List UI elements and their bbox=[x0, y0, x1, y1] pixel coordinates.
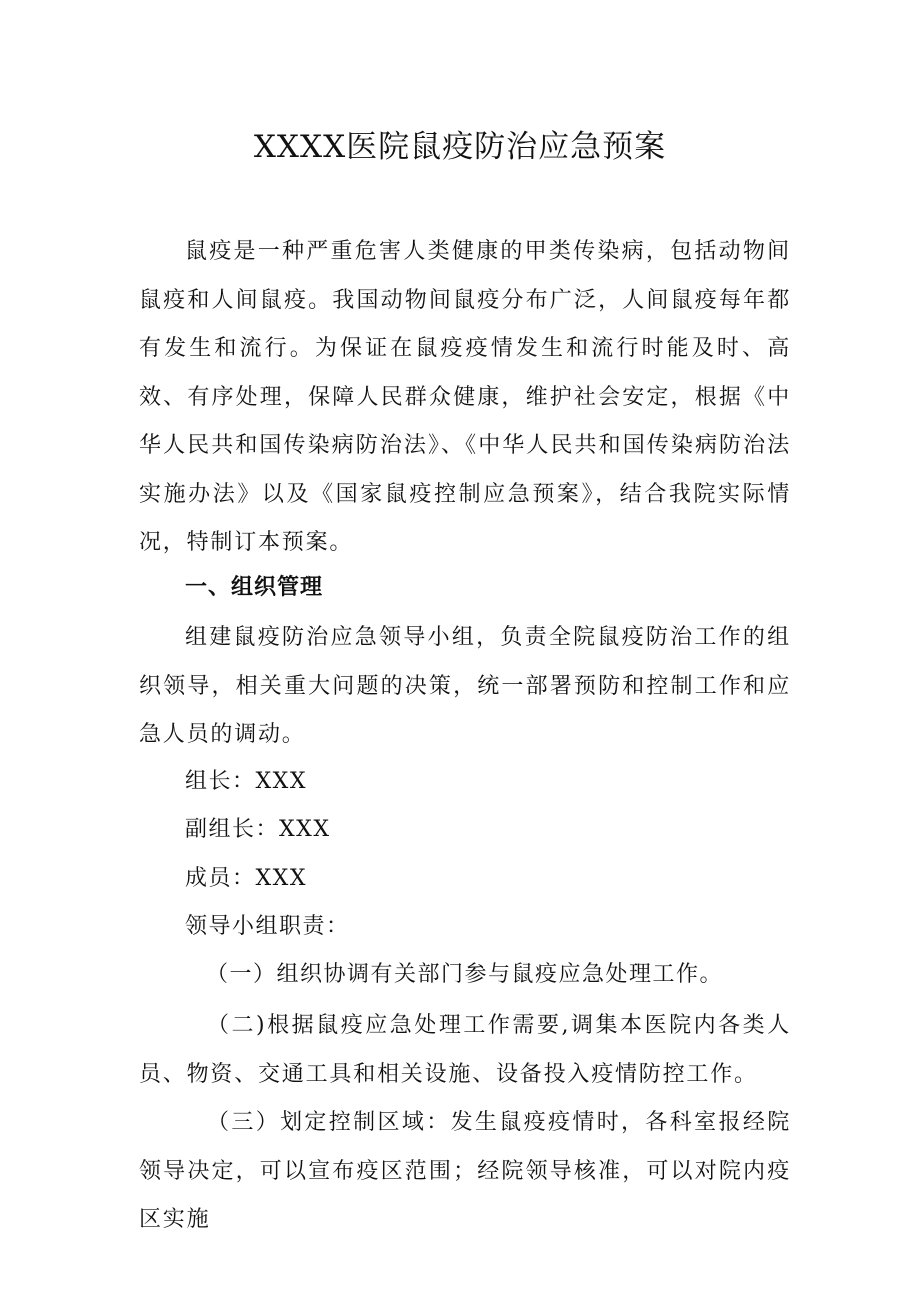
deputy-leader-line: 副组长：XXX bbox=[185, 817, 331, 842]
intro-paragraph: 鼠疫是一种严重危害人类健康的甲类传染病，包括动物间鼠疫和人间鼠疫。我国动物间鼠疫分布广泛，人间鼠疫每年都有发生和流行。为保证在鼠疫疫情发生和流行时能及时、高效、有序处理，保障人民群众健康，维护社会安定，根据《中华人民共和国传染病防治法》、《中华人民共和国传染病防治法实施办法》以及《国家鼠疫控制应急预案》，结合我院实际情况，特制订本预案。 bbox=[139, 239, 791, 555]
document-title: XXXX医院鼠疫防治应急预案 bbox=[253, 129, 667, 165]
section-heading-organization: 一、组织管理 bbox=[185, 575, 324, 600]
duty-item-1: （一）组织协调有关部门参与鼠疫应急处理工作。 bbox=[206, 962, 724, 987]
duty-item-2: （二)根据鼠疫应急处理工作需要,调集本医院内各类人员、物资、交通工具和相关设施、设备投入疫情防控工作。 bbox=[139, 1013, 791, 1087]
organization-paragraph: 组建鼠疫防治应急领导小组，负责全院鼠疫防治工作的组织领导，相关重大问题的决策，统一部署预防和控制工作和应急人员的调动。 bbox=[139, 625, 791, 747]
leader-line: 组长：XXX bbox=[185, 769, 307, 794]
duties-heading: 领导小组职责： bbox=[185, 914, 350, 939]
duty-item-3: （三）划定控制区域：发生鼠疫疫情时，各科室报经院领导决定，可以宣布疫区范围；经院领导核准，可以对院内疫区实施 bbox=[139, 1110, 791, 1232]
members-line: 成员：XXX bbox=[185, 866, 307, 891]
